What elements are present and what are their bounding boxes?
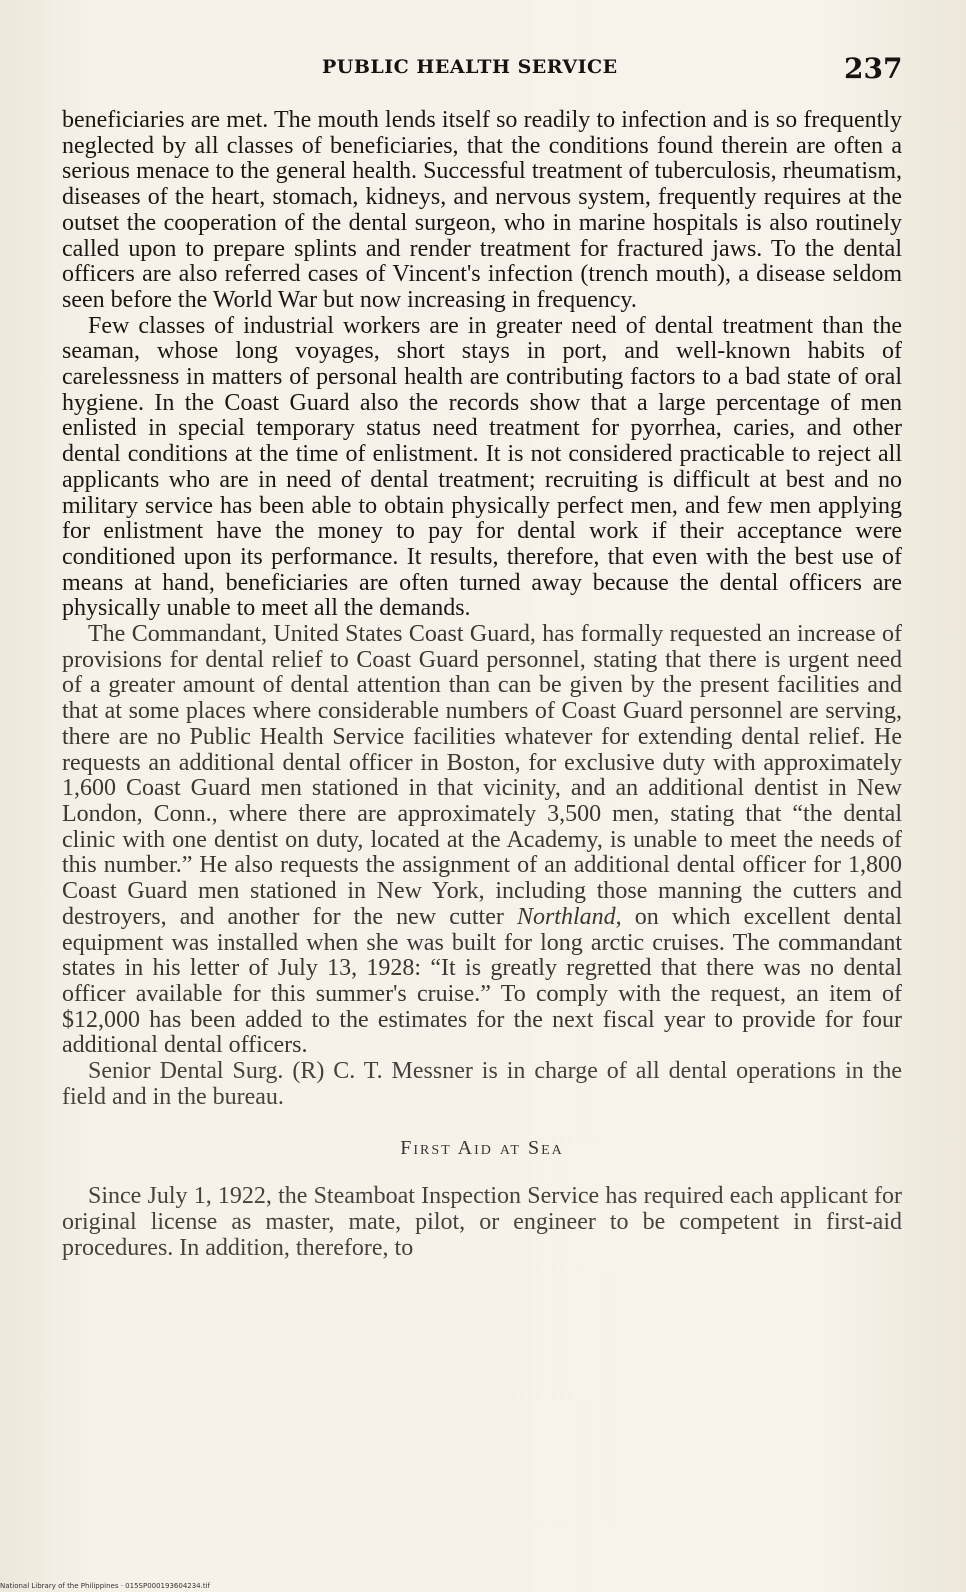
paragraph-first-aid: Since July 1, 1922, the Steamboat Inspection Service has required each applicant for original license as master, mate, pilot, or engineer to be competent in first-aid procedures. In addition, therefore, to — [62, 1183, 902, 1261]
paragraph-messner: Senior Dental Surg. (R) C. T. Messner is in charge of all dental operations in the field and in the bureau. — [62, 1058, 902, 1110]
ship-name: Northland — [516, 903, 616, 930]
paragraph-coast-guard-request-part-1: The Commandant, United States Coast Guard, has formally requested an increase of provisions for dental relief to Coast Guard personnel, stating that there is urgent need of a greater amount of dental attention than can be given by the present facilities and that at some places where considerable numbers of Coast Guard personnel are serving, there are no Public Health Service facilities whatever for extending dental relief. He requests an additional dental officer in Boston, for exclusive duty with approximately 1,600 Coast Guard men stationed in that vicinity, and an additional dentist in New London, Conn., where there are approximately 3,500 men, stating that “the dental clinic with one dentist on duty, located at the Academy, is unable to meet the needs of this number.” He also requests the assignment of an additional dental officer for 1,800 Coast Guard men stationed in New York, including those manning the cutters and destroyers, and another for the new cutter — [62, 621, 902, 930]
section-heading: First Aid at Sea — [400, 1137, 564, 1160]
page-number: 237 — [844, 52, 903, 85]
paragraph-coast-guard-request — [62, 622, 902, 1059]
scan-credit: National Library of the Philippines · 015SP000193604234.tif — [0, 1582, 211, 1590]
running-head: PUBLIC HEALTH SERVICE — [322, 56, 618, 78]
paragraph-continuation: beneficiaries are met. The mouth lends itself so readily to infection and is so frequently neglected by all classes of beneficiaries, that the conditions found therein are often a serious menace to the general health. Successful treatment of tuberculosis, rheumatism, diseases of the heart, stomach, kidneys, and nervous system, frequently requires at the outset the cooperation of the dental surgeon, who in marine hospitals is also routinely called upon to prepare splints and render treatment for fractured jaws. To the dental officers are also referred cases of Vincent's infection (trench mouth), a disease seldom seen before the World War but now increasing in frequency. — [62, 107, 902, 313]
paragraph-coast-guard-request-part-2: , on which excellent dental equipment was installed when she was built for long arctic cruises. The commandant states in his letter of July 13, 1928: “It is greatly regretted that there was no dental officer available for this summer's cruise.” To comply with the request, an item of $12,000 has been added to the estimates for the next fiscal year to provide for four additional dental officers. — [62, 903, 902, 1059]
body-text — [62, 108, 902, 1261]
paragraph-seaman-dental-need: Few classes of industrial workers are in greater need of dental treatment than the seaman, whose long voyages, short stays in port, and well-known habits of carelessness in matters of personal health are contributing factors to a bad state of oral hygiene. In the Coast Guard also the records show that a large percentage of men enlisted in special temporary status need treatment for pyorrhea, caries, and other dental conditions at the time of enlistment. It is not considered practicable to reject all applicants who are in need of dental treatment; recruiting is difficult at best and no military service has been able to obtain physically perfect men, and few men applying for enlistment have the money to pay for dental work if their acceptance were conditioned upon its performance. It results, therefore, that even with the best use of means at hand, beneficiaries are often turned away because the dental officers are physically unable to meet all the demands. — [62, 312, 902, 622]
